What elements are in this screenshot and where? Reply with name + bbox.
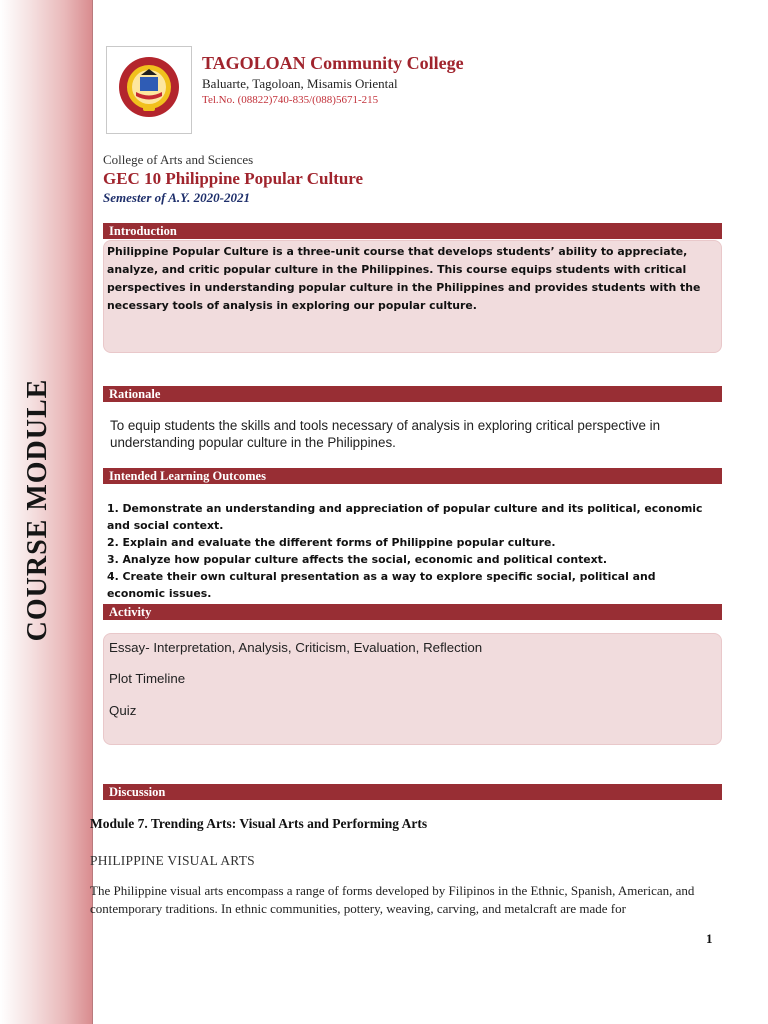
outcome-item: 1. Demonstrate an understanding and appreciation of popular culture and its political, economic and social context. xyxy=(107,502,703,532)
module-title: Module 7. Trending Arts: Visual Arts and Performing Arts xyxy=(90,816,428,831)
school-address: Baluarte, Tagoloan, Misamis Oriental xyxy=(202,76,398,91)
page-number: 1 xyxy=(706,931,713,946)
course-module-side-title: COURSE MODULE xyxy=(22,378,53,642)
outcome-item: 4. Create their own cultural presentation as a way to explore specific social, political and economic issues. xyxy=(107,570,656,600)
rationale-heading: Rationale xyxy=(103,386,722,402)
outcome-item: 2. Explain and evaluate the different forms of Philippine popular culture. xyxy=(107,536,556,549)
activity-item: Quiz xyxy=(109,703,137,718)
outcome-item: 3. Analyze how popular culture affects the social, economic and political context. xyxy=(107,553,608,566)
side-band xyxy=(0,0,93,1024)
introduction-heading: Introduction xyxy=(103,223,722,239)
college-seal-logo xyxy=(106,46,192,134)
discussion-heading: Discussion xyxy=(103,784,722,800)
school-telephone: Tel.No. (08822)740-835/(088)5671-215 xyxy=(202,94,379,106)
outcomes-list xyxy=(107,500,717,602)
discussion-body: The Philippine visual arts encompass a range of forms developed by Filipinos in the Ethnic, Spanish, American, and contemporary traditions. In ethnic communities, pottery, weaving, carving, and metalcraft are made for xyxy=(90,883,695,916)
visual-arts-subheading: PHILIPPINE VISUAL ARTS xyxy=(90,853,255,868)
activity-heading: Activity xyxy=(103,604,722,620)
rationale-body: To equip students the skills and tools necessary of analysis in exploring critical perspective in understanding popular culture in the Philippines. xyxy=(110,418,661,450)
school-name: TAGOLOAN Community College xyxy=(202,53,464,73)
introduction-body: Philippine Popular Culture is a three-unit course that develops students’ ability to appreciate, analyze, and critic popular culture in the Philippines. This course equips students with critical perspectives in understanding popular culture in the Philippines and provides students with the necessary tools of analysis in exploring our popular culture. xyxy=(107,245,701,312)
outcomes-heading: Intended Learning Outcomes xyxy=(103,468,722,484)
college-name: College of Arts and Sciences xyxy=(103,152,254,167)
activity-item: Plot Timeline xyxy=(109,671,186,686)
course-title: GEC 10 Philippine Popular Culture xyxy=(103,169,364,188)
semester-label: Semester of A.Y. 2020-2021 xyxy=(103,190,250,205)
activity-item: Essay- Interpretation, Analysis, Criticism, Evaluation, Reflection xyxy=(109,640,483,655)
